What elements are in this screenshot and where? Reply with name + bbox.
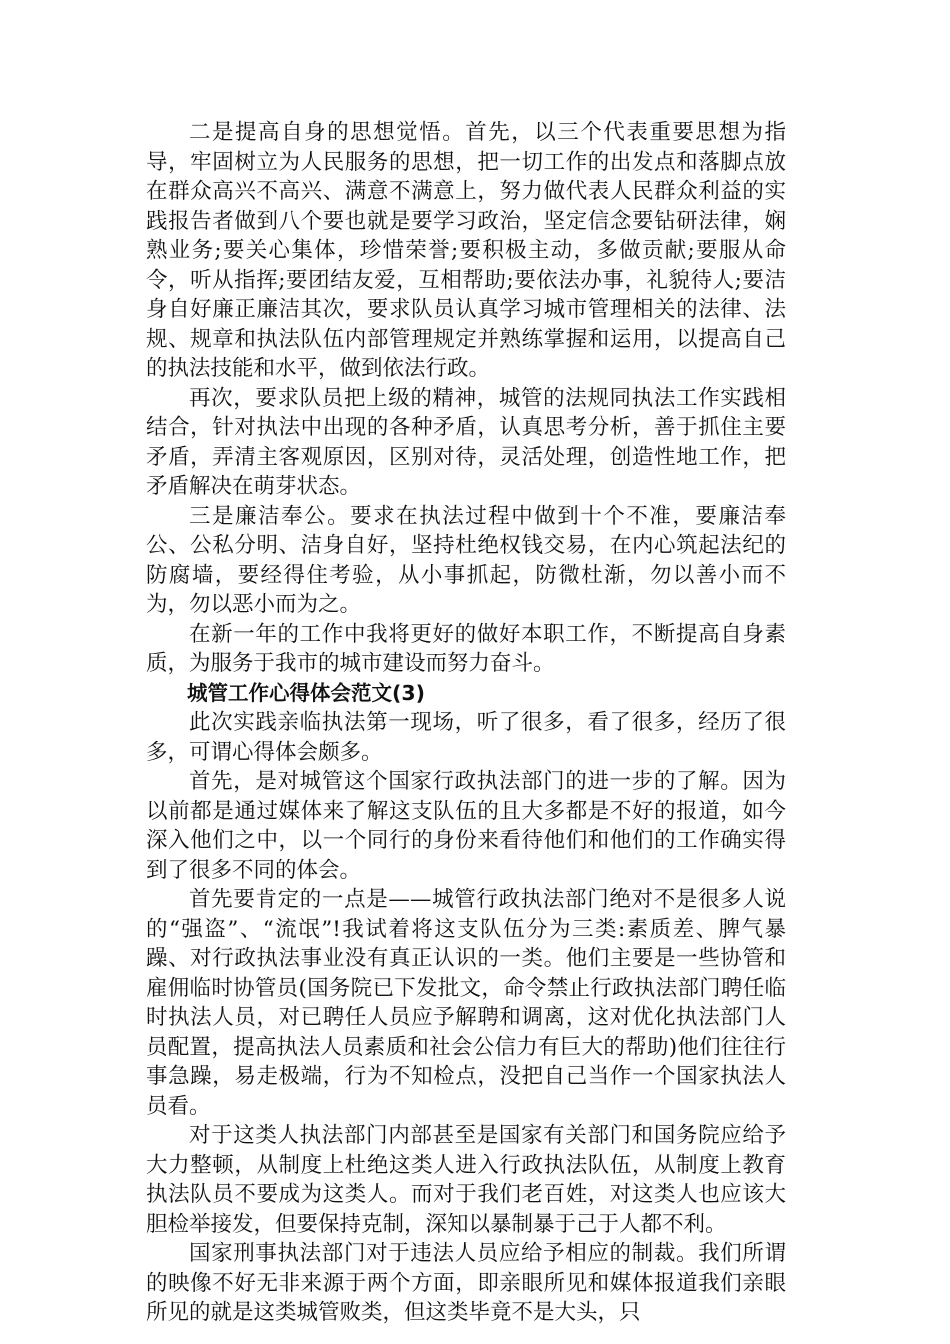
paragraph: 对于这类人执法部门内部甚至是国家有关部门和国务院应给予大力整顿，从制度上杜绝这类人进入行政执法队伍，从制度上教育执法队员不要成为这类人。而对于我们老百姓，对这类人也应该大胆检举接发，但要保持克制，深知以暴制暴于己于人都不利。 — [146, 1123, 786, 1237]
paragraph: 二是提高自身的思想觉悟。首先，以三个代表重要思想为指导，牢固树立为人民服务的思想，把一切工作的出发点和落脚点放在群众高兴不高兴、满意不满意上，努力做代表人民群众利益的实践报告者做到八个要也就是要学习政治，坚定信念要钻研法律，娴熟业务;要关心集体，珍惜荣誉;要积极主动，多做贡献;要服从命令，听从指挥;要团结友爱，互相帮助;要依法办事，礼貌待人;要洁身自好廉正廉洁其次，要求队员认真学习城市管理相关的法律、法规、规章和执法队伍内部管理规定并熟练掌握和运用，以提高自己的执法技能和水平，做到依法行政。 — [146, 120, 786, 381]
paragraph: 三是廉洁奉公。要求在执法过程中做到十个不准，要廉洁奉公、公私分明、洁身自好，坚持杜绝权钱交易，在内心筑起法纪的防腐墙，要经得住考验，从小事抓起，防微杜渐，勿以善小而不为，勿以恶小而为之。 — [146, 503, 786, 617]
section-heading: 城管工作心得体会范文(3) — [187, 680, 426, 705]
paragraph: 首先，是对城管这个国家行政执法部门的进一步的了解。因为以前都是通过媒体来了解这支队伍的且大多都是不好的报道，如今深入他们之中，以一个同行的身份来看待他们和他们的工作确实得到了很多不同的体会。 — [146, 769, 786, 883]
paragraph: 此次实践亲临执法第一现场，听了很多，看了很多，经历了很多，可谓心得体会颇多。 — [146, 710, 786, 765]
paragraph: 国家刑事执法部门对于违法人员应给予相应的制裁。我们所谓的映像不好无非来源于两个方面，即亲眼所见和媒体报道我们亲眼所见的就是这类城管败类，但这类毕竟不是大头，只 — [146, 1241, 786, 1325]
paragraph: 首先要肯定的一点是——城管行政执法部门绝对不是很多人说的“强盗”、“流氓”!我试着将这支队伍分为三类:素质差、脾气暴躁、对行政执法事业没有真正认识的一类。他们主要是一些协管和雇佣临时协管员(国务院已下发批文，命令禁止行政执法部门聘任临时执法人员，对已聘任人员应予解聘和调离，这对优化执法部门人员配置，提高执法人员素质和社会公信力有巨大的帮助)他们往往行事急躁，易走极端，行为不知检点，没把自己当作一个国家执法人员看。 — [146, 887, 786, 1119]
paragraph: 在新一年的工作中我将更好的做好本职工作，不断提高自身素质，为服务于我市的城市建设而努力奋斗。 — [146, 621, 786, 676]
document-body — [146, 118, 786, 1328]
paragraph: 再次，要求队员把上级的精神，城管的法规同执法工作实践相结合，针对执法中出现的各种矛盾，认真思考分析，善于抓住主要矛盾，弄清主客观原因，区别对待，灵活处理，创造性地工作，把矛盾解决在萌芽状态。 — [146, 385, 786, 499]
